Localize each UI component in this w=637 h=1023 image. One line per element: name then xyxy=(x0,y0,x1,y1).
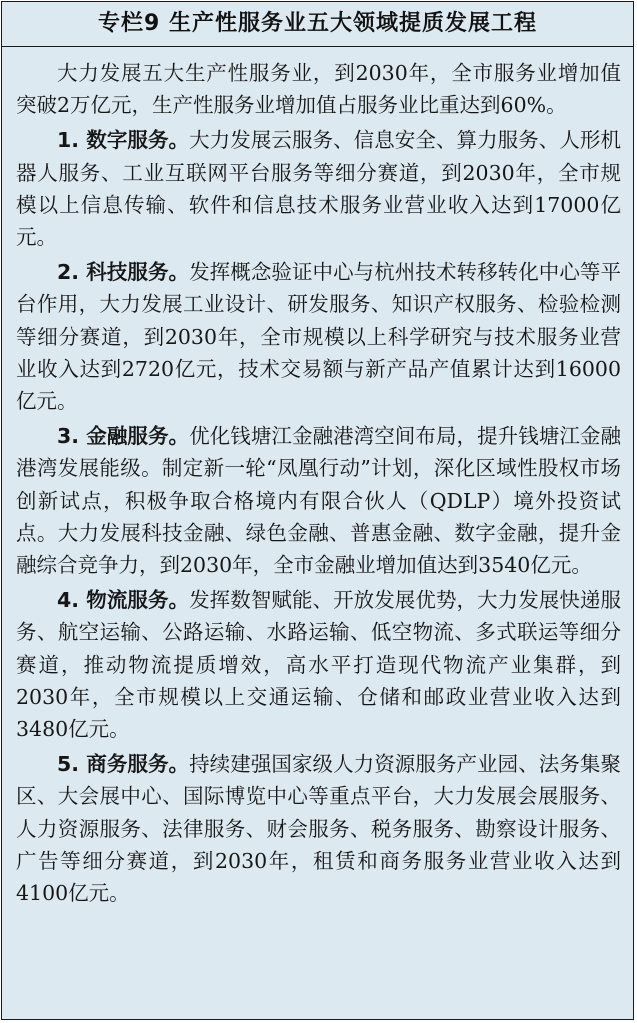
section-business-services xyxy=(16,748,621,909)
section-text: 持续建强国家级人力资源服务产业园、法务集聚区、大会展中心、国际博览中心等重点平台，大力发展会展服务、人力资源服务、法律服务、财会服务、税务服务、勘察设计服务、广告等细分赛道，到2030年，租赁和商务服务业营业收入达到4100亿元。 xyxy=(16,752,621,906)
section-heading: 4. 物流服务。 xyxy=(57,588,190,613)
section-logistics-services xyxy=(16,584,621,745)
intro-paragraph: 大力发展五大生产性服务业，到2030年，全市服务业增加值突破2万亿元，生产性服务业增加值占服务业比重达到60%。 xyxy=(16,61,621,118)
section-tech-services xyxy=(16,256,621,417)
section-text: 大力发展云服务、信息安全、算力服务、人形机器人服务、工业互联网平台服务等细分赛道，到2030年，全市规模以上信息传输、软件和信息技术服务业营业收入达到17000亿元。 xyxy=(16,128,621,250)
section-text: 优化钱塘江金融港湾空间布局，提升钱塘江金融港湾发展能级。制定新一轮“凤凰行动”计划，深化区域性股权市场创新试点，积极争取合格境内有限合伙人（QDLP）境外投资试点。大力发展科技金融、绿色金融、普惠金融、数字金融，提升金融综合竞争力，到2030年，全市金融业增加值达到3540亿元。 xyxy=(16,424,621,578)
column-title: 专栏9 生产性服务业五大领域提质发展工程 xyxy=(2,2,633,47)
section-text: 发挥概念验证中心与杭州技术转移转化中心等平台作用，大力发展工业设计、研发服务、知识产权服务、检验检测等细分赛道，到2030年，全市规模以上科学研究与技术服务业营业收入达到2720亿元，技术交易额与新产品产值累计达到16000亿元。 xyxy=(16,260,621,414)
section-text: 发挥数智赋能、开放发展优势，大力发展快递服务、航空运输、公路运输、水路运输、低空物流、多式联运等细分赛道，推动物流提质增效，高水平打造现代物流产业集群，到2030年，全市规模以上交通运输、仓储和邮政业营业收入达到3480亿元。 xyxy=(16,588,621,742)
section-digital-services xyxy=(16,124,621,253)
section-heading: 2. 科技服务。 xyxy=(57,260,190,285)
section-heading: 5. 商务服务。 xyxy=(57,752,190,777)
column-body xyxy=(2,47,633,909)
column-box xyxy=(1,1,634,1020)
section-heading: 1. 数字服务。 xyxy=(57,128,190,153)
section-financial-services xyxy=(16,420,621,581)
section-heading: 3. 金融服务。 xyxy=(57,424,190,449)
